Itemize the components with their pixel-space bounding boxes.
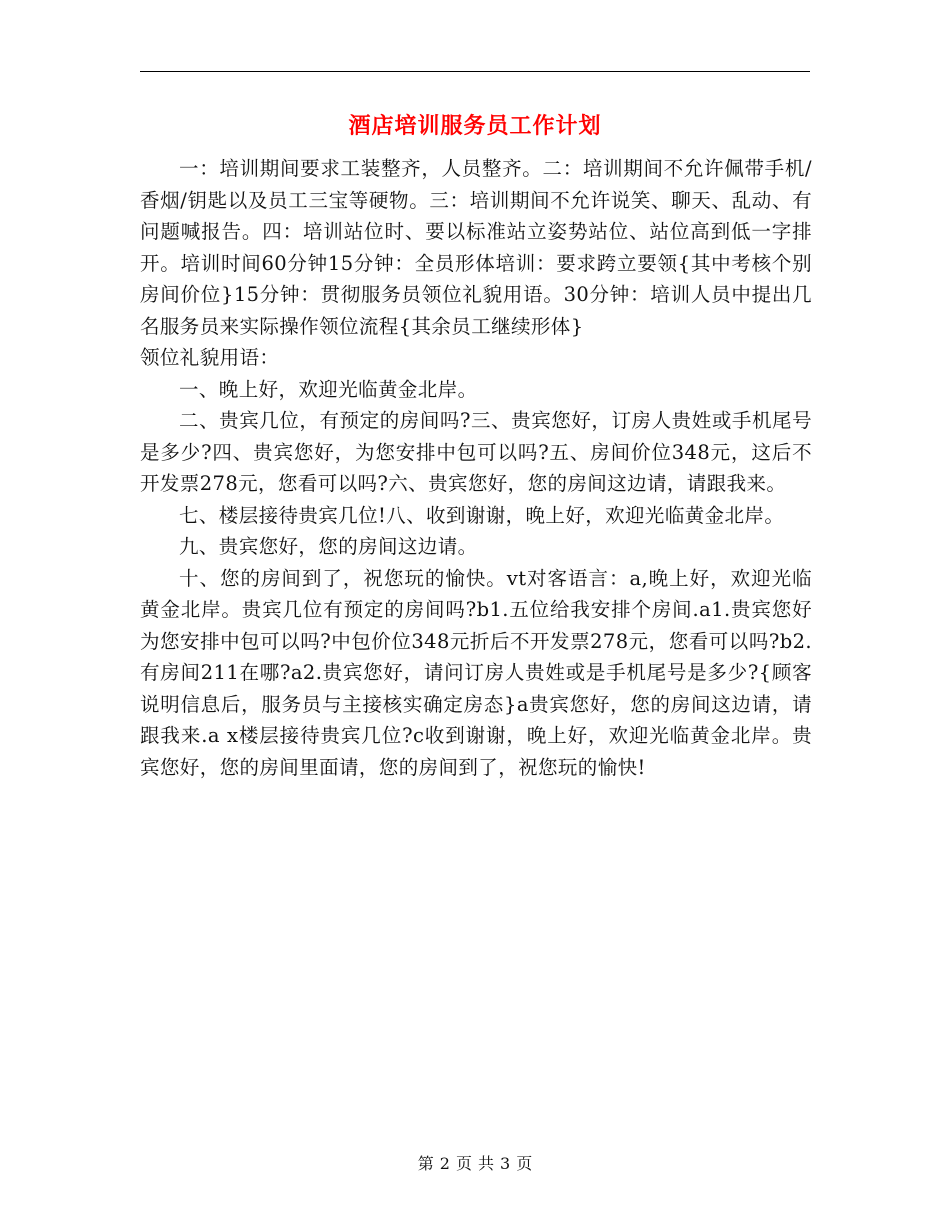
page-footer xyxy=(0,1152,950,1176)
paragraph-greeting-10-dialogue: 十、您的房间到了，祝您玩的愉快。vt对客语言：a,晚上好，欢迎光临黄金北岸。贵宾几位有预定的房间吗?b1.五位给我安排个房间.a1.贵宾您好为您安排中包可以吗?中包价位348元折后不开发票278元，您看可以吗?b2.有房间211在哪?a2.贵宾您好，请问订房人贵姓或是手机尾号是多少?{顾客说明信息后，服务员与主接核实确定房态}a贵宾您好，您的房间这边请，请跟我来.a x楼层接待贵宾几位?c收到谢谢，晚上好，欢迎光临黄金北岸。贵宾您好，您的房间里面请，您的房间到了，祝您玩的愉快! xyxy=(140,566,812,779)
footer-total-pages: 3 xyxy=(500,1154,511,1173)
paragraph-greeting-9: 九、贵宾您好，您的房间这边请。 xyxy=(179,535,478,558)
paragraph-greeting-2-6: 二、贵宾几位，有预定的房间吗?三、贵宾您好，订房人贵姓或手机尾号是多少?四、贵宾您好，为您安排中包可以吗?五、房间价位348元，这后不开发票278元，您看可以吗?六、贵宾您好，您的房间这边请，请跟我来。 xyxy=(140,409,812,495)
footer-total-label: 共 xyxy=(478,1154,495,1173)
paragraph-greeting-1: 一、晚上好，欢迎光临黄金北岸。 xyxy=(179,377,478,401)
paragraph-greeting-7-8: 七、楼层接待贵宾几位!八、收到谢谢，晚上好，欢迎光临黄金北岸。 xyxy=(179,503,785,527)
paragraph-training-rules: 一：培训期间要求工装整齐，人员整齐。二：培训期间不允许佩带手机/香烟/钥匙以及员工三宝等硬物。三：培训期间不允许说笑、聊天、乱动、有问题喊报告。四：培训站位时、要以标准站立姿势站位、站位高到低一字排开。培训时间60分钟15分钟：全员形体培训：要求跨立要领{其中考核个别房间价位}15分钟：贯彻服务员领位礼貌用语。30分钟：培训人员中提出几名服务员来实际操作领位流程{其余员工继续形体} xyxy=(140,157,812,338)
document-body xyxy=(140,153,812,783)
footer-prefix: 第 xyxy=(417,1154,434,1173)
document-title: 酒店培训服务员工作计划 xyxy=(348,113,602,139)
footer-page-label: 页 xyxy=(455,1154,472,1173)
footer-total-suffix: 页 xyxy=(516,1154,533,1173)
header-rule xyxy=(140,71,810,72)
paragraph-greeting-heading: 领位礼貌用语： xyxy=(140,346,280,369)
footer-page-number: 2 xyxy=(439,1154,450,1173)
